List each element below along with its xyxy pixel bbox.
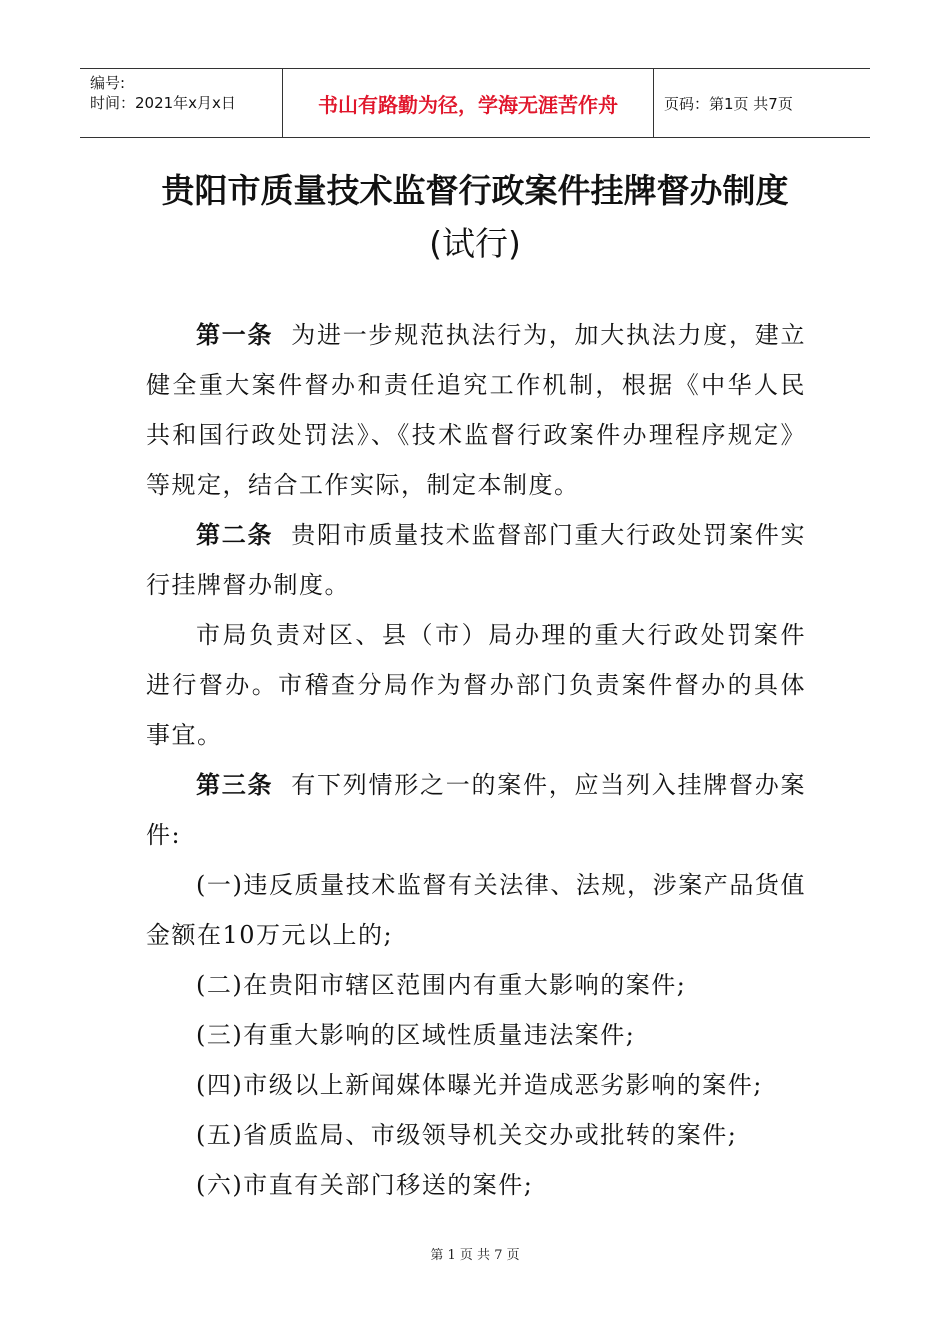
article-text: 有下列情形之一的案件，应当列入挂牌督办案件: <box>146 771 806 849</box>
document-body <box>146 310 806 1210</box>
article-label: 第三条 <box>196 770 274 799</box>
header-meta <box>80 69 282 137</box>
article-label: 第一条 <box>196 320 274 349</box>
article-text: 市局负责对区、县（市）局办理的重大行政处罚案件进行督办。市稽查分局作为督办部门负责案件督办的具体事宜。 <box>146 621 806 749</box>
list-item: (二)在贵阳市辖区范围内有重大影响的案件; <box>196 971 687 999</box>
list-item: (五)省质监局、市级领导机关交办或批转的案件; <box>196 1121 738 1149</box>
page-header <box>80 68 870 138</box>
document-subtitle: (试行) <box>429 224 521 263</box>
header-page-info: 页码：第1页 共7页 <box>664 94 793 113</box>
article-paragraph <box>146 760 806 860</box>
list-item: (一)违反质量技术监督有关法律、法规，涉案产品货值金额在10万元以上的; <box>146 871 806 949</box>
article-label: 第二条 <box>196 520 274 549</box>
article-paragraph <box>146 610 806 760</box>
document-time-label: 时间：2021年x月x日 <box>90 94 236 112</box>
list-item: (四)市级以上新闻媒体曝光并造成恶劣影响的案件; <box>196 1071 763 1099</box>
header-slogan: 书山有路勤为径，学海无涯苦作舟 <box>282 69 654 137</box>
list-item: (六)市直有关部门移送的案件; <box>196 1171 534 1199</box>
article-paragraph <box>146 310 806 510</box>
document-title: 贵阳市质量技术监督行政案件挂牌督办制度 <box>161 171 789 210</box>
article-text: 贵阳市质量技术监督部门重大行政处罚案件实行挂牌督办制度。 <box>146 521 806 599</box>
document-number-label: 编号: <box>90 74 126 92</box>
list-item: (三)有重大影响的区域性质量违法案件; <box>196 1021 636 1049</box>
page-footer: 第 1 页 共 7 页 <box>430 1248 520 1263</box>
article-text: 为进一步规范执法行为，加大执法力度，建立健全重大案件督办和责任追究工作机制，根据《中华人民共和国行政处罚法》、《技术监督行政案件办理程序规定》等规定，结合工作实际，制定本制度。 <box>146 321 806 499</box>
article-paragraph <box>146 510 806 610</box>
